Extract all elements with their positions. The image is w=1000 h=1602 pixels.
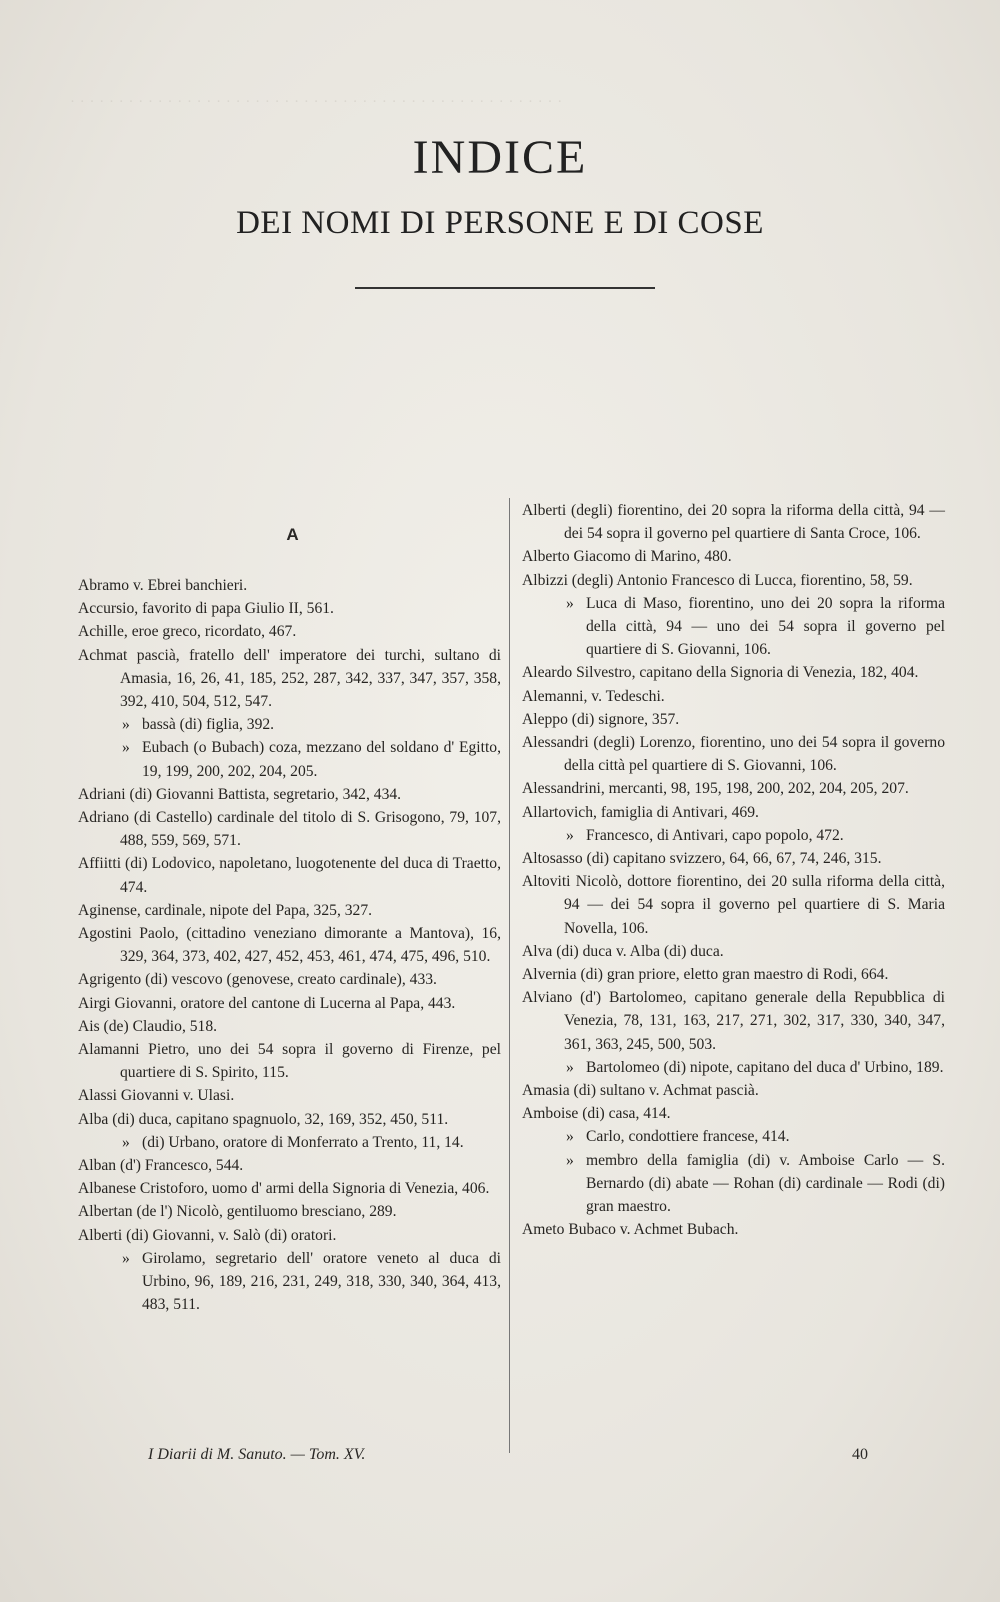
entry-text: Bartolomeo (di) nipote, capitano del duca d' Urbino, 189.: [586, 1058, 944, 1076]
index-entry: [78, 1131, 501, 1154]
entry-text: Ais (de) Claudio, 518.: [78, 1017, 218, 1035]
entry-text: Alberto Giacomo di Marino, 480.: [522, 548, 732, 566]
index-entry: [522, 963, 945, 986]
index-entry: [78, 1154, 501, 1177]
index-entry: [78, 1247, 501, 1317]
index-entry: [78, 992, 501, 1015]
index-entry: [522, 685, 945, 708]
entry-text: Allartovich, famiglia di Antivari, 469.: [522, 803, 759, 821]
entry-text: Alessandri (degli) Lorenzo, fiorentino, uno dei 54 sopra il governo della città pel quartiere di S. Giovanni, 106.: [522, 734, 945, 775]
entry-text: Alvernia (di) gran priore, eletto gran maestro di Rodi, 664.: [522, 966, 889, 984]
page-footer: [148, 1446, 948, 1464]
entry-text: Abramo v. Ebrei banchieri.: [78, 577, 248, 594]
ditto-mark: »: [122, 716, 130, 734]
entry-text: Agostini Paolo, (cittadino veneziano dimorante a Mantova), 16, 329, 364, 373, 402, 427, 452, 453, 461, 474, 475, 496, 510.: [78, 925, 501, 966]
ditto-mark: »: [122, 739, 130, 757]
index-entry: [78, 1177, 501, 1200]
entry-text: Albanese Cristoforo, uomo d' armi della Signoria di Venezia, 406.: [78, 1180, 490, 1198]
entry-text: Alessandrini, mercanti, 98, 195, 198, 200, 202, 204, 205, 207.: [522, 780, 909, 798]
entry-text: Agrigento (di) vescovo (genovese, creato cardinale), 433.: [78, 971, 437, 989]
entry-text: Girolamo, segretario dell' oratore veneto al duca di Urbino, 96, 189, 216, 231, 249, 318, 330, 340, 364, 413, 483, 511.: [142, 1249, 501, 1314]
index-column-left: [78, 574, 501, 1317]
index-entry: [522, 708, 945, 731]
ditto-mark: »: [122, 1133, 130, 1151]
index-entry: [522, 545, 945, 568]
ditto-mark: »: [566, 1151, 574, 1169]
index-entry: [78, 1200, 501, 1223]
bleed-through-header: · · · · · · · · · · · · · · · · · · · · · · · · · · · · · · · · · · · · · · · · · · · · · · · · · · ·: [70, 94, 563, 110]
index-entry: [522, 731, 945, 777]
entry-text: Eubach (o Bubach) coza, mezzano del soldano d' Egitto, 19, 199, 200, 202, 204, 205.: [142, 739, 501, 780]
entry-text: Achille, eroe greco, ricordato, 467.: [78, 623, 297, 641]
entry-text: Affiitti (di) Lodovico, napoletano, luogotenente del duca di Traetto, 474.: [78, 855, 501, 896]
index-entry: [522, 777, 945, 800]
index-entry: [522, 870, 945, 940]
entry-text: Amboise (di) casa, 414.: [522, 1105, 671, 1123]
index-entry: [78, 852, 501, 898]
entry-text: Alba (di) duca, capitano spagnuolo, 32, 169, 352, 450, 511.: [78, 1110, 449, 1128]
entry-text: Albertan (de l') Nicolò, gentiluomo bresciano, 289.: [78, 1203, 397, 1221]
entry-text: bassà (di) figlia, 392.: [142, 716, 275, 734]
entry-text: Alemanni, v. Tedeschi.: [522, 687, 665, 705]
ditto-mark: »: [566, 594, 574, 612]
index-entry: [78, 922, 501, 968]
footer-citation: I Diarii di M. Sanuto. — Tom. XV.: [148, 1446, 366, 1463]
index-entry: [522, 1079, 945, 1102]
index-entry: [78, 1015, 501, 1038]
ditto-mark: »: [566, 1058, 574, 1076]
index-entry: [522, 1218, 945, 1241]
title-rule: [355, 287, 655, 289]
entry-text: Alva (di) duca v. Alba (di) duca.: [522, 942, 724, 960]
index-entry: [78, 968, 501, 991]
index-entry: [522, 569, 945, 592]
index-entry: [522, 1125, 945, 1148]
entry-text: Alban (d') Francesco, 544.: [78, 1157, 244, 1175]
index-entry: [522, 1102, 945, 1125]
entry-text: Alberti (degli) fiorentino, dei 20 sopra la riforma della città, 94 — dei 54 sopra il governo pel quartiere di Santa Croce, 106.: [522, 502, 945, 543]
index-column-right: [522, 499, 945, 1242]
entry-text: Adriano (di Castello) cardinale del titolo di S. Grisogono, 79, 107, 488, 559, 569, 571.: [78, 809, 501, 850]
entry-text: Ameto Bubaco v. Achmet Bubach.: [522, 1221, 739, 1239]
ditto-mark: »: [566, 1128, 574, 1146]
index-entry: [78, 1108, 501, 1131]
entry-text: Alassi Giovanni v. Ulasi.: [78, 1087, 235, 1105]
ditto-mark: »: [122, 1249, 130, 1267]
column-divider: [509, 498, 510, 1453]
section-letter: A: [286, 525, 299, 544]
entry-text: Aleppo (di) signore, 357.: [522, 710, 680, 728]
page-title: INDICE: [412, 131, 588, 184]
entry-text: Adriani (di) Giovanni Battista, segretario, 342, 434.: [78, 785, 402, 803]
entry-text: Luca di Maso, fiorentino, uno dei 20 sopra la riforma della città, 94 — uno dei 54 sopra il governo pel quartiere di S. Giovanni, 106.: [586, 594, 945, 659]
index-entry: [78, 1038, 501, 1084]
entry-text: Alviano (d') Bartolomeo, capitano generale della Repubblica di Venezia, 78, 131, 163, 217, 271, 302, 317, 330, 340, 347, 361, 363, 245, 500, 503.: [522, 989, 945, 1053]
entry-text: Amasia (di) sultano v. Achmat pascià.: [522, 1082, 759, 1100]
index-entry: [78, 736, 501, 782]
page-number: 40: [852, 1446, 868, 1463]
entry-text: Airgi Giovanni, oratore del cantone di Lucerna al Papa, 443.: [78, 994, 456, 1012]
entry-text: Alamanni Pietro, uno dei 54 sopra il governo di Firenze, pel quartiere di S. Spirito, 115.: [78, 1041, 501, 1082]
entry-text: Accursio, favorito di papa Giulio II, 561.: [78, 600, 334, 618]
index-entry: [78, 1084, 501, 1107]
index-entry: [78, 1224, 501, 1247]
index-entry: [522, 661, 945, 684]
entry-text: Francesco, di Antivari, capo popolo, 472.: [586, 826, 844, 844]
index-entry: [78, 713, 501, 736]
entry-text: Altoviti Nicolò, dottore fiorentino, dei 20 sulla riforma della città, 94 — dei 54 sopra il governo pel quartiere di S. Maria Novella, 106.: [522, 873, 945, 937]
entry-text: Aginense, cardinale, nipote del Papa, 325, 327.: [78, 901, 373, 919]
index-entry: [522, 1149, 945, 1219]
index-entry: [78, 597, 501, 620]
entry-text: membro della famiglia (di) v. Amboise Carlo — S. Bernardo (di) abate — Rohan (di) cardinale — Rodi (di) gran maestro.: [586, 1151, 945, 1216]
index-entry: [522, 499, 945, 545]
entry-text: Achmat pascià, fratello dell' imperatore dei turchi, sultano di Amasia, 16, 26, 41, 185, 252, 287, 342, 337, 347, 357, 358, 392, 410, 504, 512, 547.: [78, 646, 501, 711]
index-entry: [78, 806, 501, 852]
index-entry: [78, 574, 501, 597]
entry-text: Carlo, condottiere francese, 414.: [586, 1128, 790, 1146]
index-entry: [522, 986, 945, 1056]
index-entry: [78, 899, 501, 922]
ditto-mark: »: [566, 826, 574, 844]
index-entry: [78, 644, 501, 714]
index-entry: [78, 783, 501, 806]
index-entry: [522, 824, 945, 847]
page-subtitle: DEI NOMI DI PERSONE E DI COSE: [236, 205, 764, 241]
index-entry: [78, 620, 501, 643]
entry-text: Albizzi (degli) Antonio Francesco di Lucca, fiorentino, 58, 59.: [522, 571, 913, 589]
index-entry: [522, 592, 945, 662]
entry-text: Alberti (di) Giovanni, v. Salò (di) oratori.: [78, 1226, 337, 1244]
index-entry: [522, 847, 945, 870]
entry-text: Aleardo Silvestro, capitano della Signoria di Venezia, 182, 404.: [522, 664, 919, 682]
index-entry: [522, 1056, 945, 1079]
entry-text: (di) Urbano, oratore di Monferrato a Trento, 11, 14.: [142, 1133, 464, 1151]
index-entry: [522, 940, 945, 963]
index-entry: [522, 801, 945, 824]
entry-text: Altosasso (di) capitano svizzero, 64, 66, 67, 74, 246, 315.: [522, 850, 882, 868]
